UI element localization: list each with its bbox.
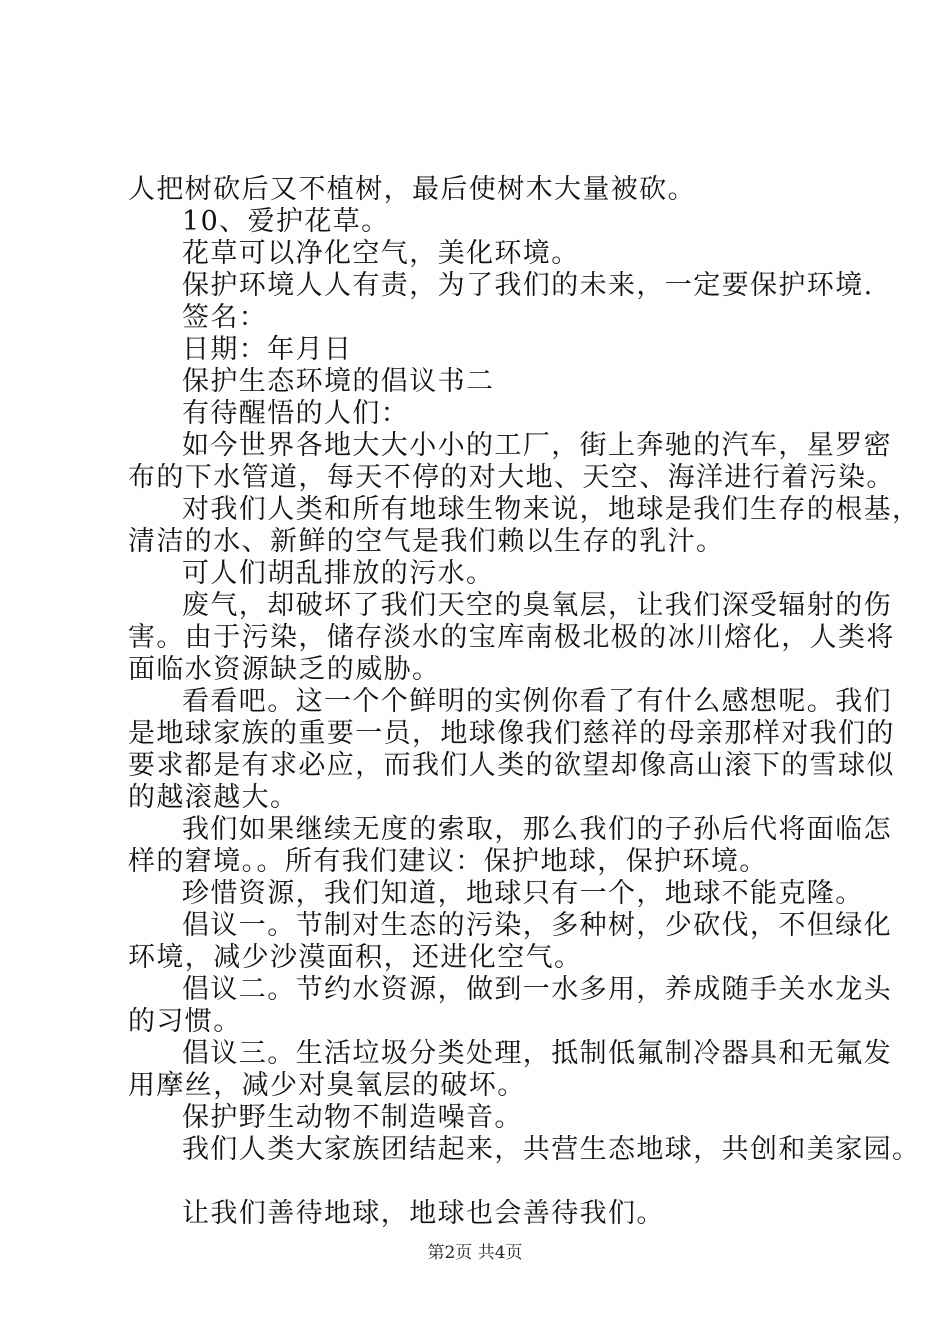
text-line: 人把树砍后又不植树，最后使树木大量被砍。 bbox=[128, 174, 696, 205]
salutation: 有待醒悟的人们： bbox=[182, 398, 410, 429]
section-title: 保护生态环境的倡议书二 bbox=[182, 366, 495, 397]
proposal-three: 倡议三。生活垃圾分类处理，抵制低氟制冷器具和无氟发 bbox=[182, 1038, 892, 1069]
text-line: 珍惜资源，我们知道，地球只有一个，地球不能克隆。 bbox=[182, 878, 864, 909]
text-line: 环境，减少沙漠面积，还进化空气。 bbox=[128, 942, 583, 973]
text-line: 清洁的水、新鲜的空气是我们赖以生存的乳汁。 bbox=[128, 526, 725, 557]
list-item-heading: 10、爱护花草。 bbox=[182, 206, 390, 237]
text-line: 面临水资源缺乏的威胁。 bbox=[128, 654, 441, 685]
text-line: 的习惯。 bbox=[128, 1006, 242, 1037]
closing-line: 让我们善待地球，地球也会善待我们。 bbox=[182, 1198, 665, 1229]
page-number-footer: 第2页 共4页 bbox=[427, 1243, 523, 1263]
text-line: 保护野生动物不制造噪音。 bbox=[182, 1102, 523, 1133]
text-line: 要求都是有求必应，而我们人类的欲望却像高山滚下的雪球似 bbox=[128, 750, 895, 781]
paragraph-gap bbox=[128, 1166, 840, 1198]
text-line: 用摩丝，减少对臭氧层的破坏。 bbox=[128, 1070, 526, 1101]
text-line: 看看吧。这一个个鲜明的实例你看了有什么感想呢。我们 bbox=[182, 686, 892, 717]
proposal-two: 倡议二。节约水资源，做到一水多用，养成随手关水龙头 bbox=[182, 974, 892, 1005]
text-line: 的越滚越大。 bbox=[128, 782, 299, 813]
text-line: 是地球家族的重要一员，地球像我们慈祥的母亲那样对我们的 bbox=[128, 718, 895, 749]
body-text bbox=[128, 174, 921, 1230]
text-line: 布的下水管道，每天不停的对大地、天空、海洋进行着污染。 bbox=[128, 462, 895, 493]
date-label: 日期：年月日 bbox=[182, 334, 353, 365]
signature-label: 签名： bbox=[182, 302, 268, 333]
text-line: 害。由于污染，储存淡水的宝库南极北极的冰川熔化，人类将 bbox=[128, 622, 895, 653]
text-line: 对我们人类和所有地球生物来说，地球是我们生存的根基， bbox=[182, 494, 921, 525]
text-line: 我们如果继续无度的索取，那么我们的子孙后代将面临怎 bbox=[182, 814, 892, 845]
text-line: 花草可以净化空气，美化环境。 bbox=[182, 238, 580, 269]
text-line: 可人们胡乱排放的污水。 bbox=[182, 558, 495, 589]
text-line: 我们人类大家族团结起来，共营生态地球，共创和美家园。 bbox=[182, 1134, 921, 1165]
text-line: 废气，却破坏了我们天空的臭氧层，让我们深受辐射的伤 bbox=[182, 590, 892, 621]
text-line: 保护环境人人有责，为了我们的未来，一定要保护环境. bbox=[182, 270, 874, 301]
text-line: 样的窘境。。所有我们建议：保护地球，保护环境。 bbox=[128, 846, 768, 877]
proposal-one: 倡议一。节制对生态的污染，多种树，少砍伐，不但绿化 bbox=[182, 910, 892, 941]
text-line: 如今世界各地大大小小的工厂，街上奔驰的汽车，星罗密 bbox=[182, 430, 892, 461]
